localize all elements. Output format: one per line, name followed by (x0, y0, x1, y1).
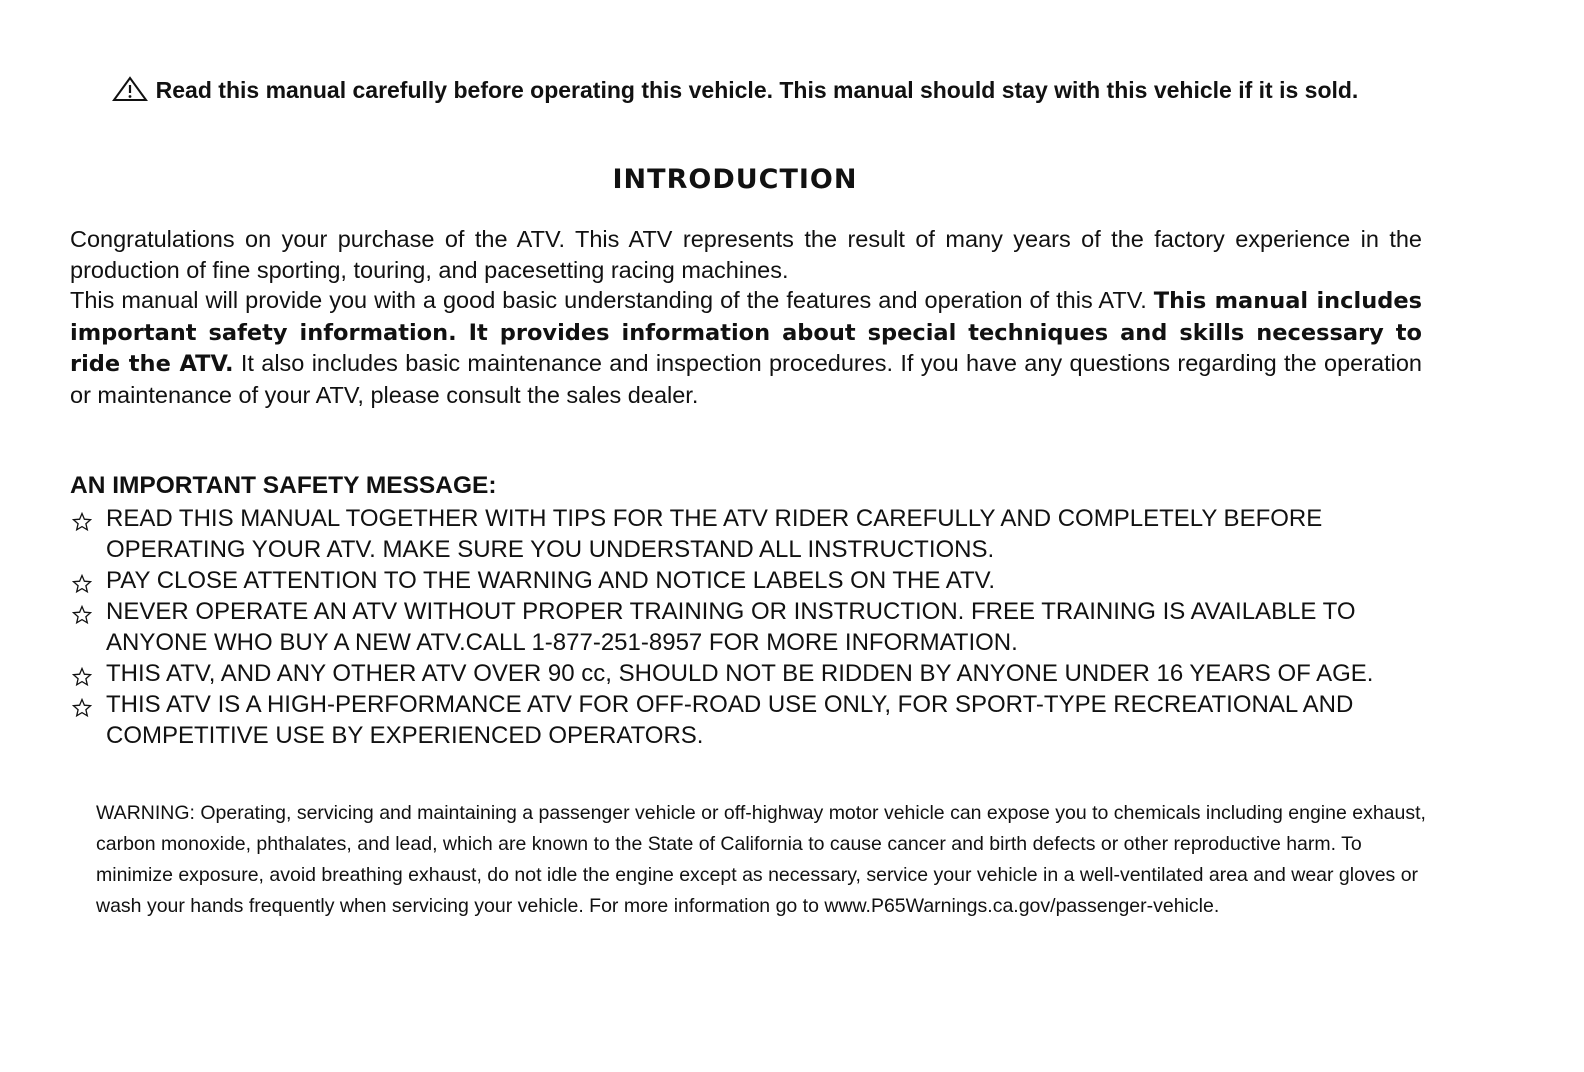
list-item (72, 596, 1432, 658)
safety-item-text: READ THIS MANUAL TOGETHER WITH TIPS FOR THE ATV RIDER CAREFULLY AND COMPLETELY BEFORE OPERATING YOUR ATV. MAKE SURE YOU UNDERSTAND ALL INSTRUCTIONS. (106, 505, 1323, 563)
introduction-text: This manual will provide you with a good basic understanding of the features and operation of this ATV. (70, 287, 1147, 313)
star-outline-icon (72, 509, 92, 540)
list-item (72, 658, 1432, 689)
list-item (72, 689, 1432, 751)
warning-triangle-icon (112, 76, 148, 109)
introduction-safety-emphasis: This manual includes important safety information. It provides information about special techniques and skills necessary to ride the ATV. (70, 288, 1422, 377)
introduction-paragraph: Congratulations on your purchase of the ATV. This ATV represents the result of many years of the factory experience in the production of fine sporting, touring, and pacesetting racing machines. (70, 226, 1422, 283)
owner-notice (100, 76, 1370, 109)
prop65-warning-text: WARNING: Operating, servicing and maintaining a passenger vehicle or off-highway motor vehicle can expose you to chemicals including engine exhaust, carbon monoxide, phthalates, and lead, which are known to the State of California to cause cancer and birth defects or other reproductive harm. To minimize exposure, avoid breathing exhaust, do not idle the engine except as necessary, service your vehicle in a well-ventilated area and wear gloves or wash your hands frequently when servicing your vehicle. For more information go to www.P65Warnings.ca.gov/passenger-vehicle. (96, 802, 1426, 917)
safety-item-text: PAY CLOSE ATTENTION TO THE WARNING AND NOTICE LABELS ON THE ATV. (106, 567, 996, 594)
safety-message-heading: AN IMPORTANT SAFETY MESSAGE: (70, 472, 497, 499)
star-outline-icon (72, 602, 92, 633)
list-item (72, 503, 1432, 565)
star-outline-icon (72, 695, 92, 726)
safety-item-text: THIS ATV, AND ANY OTHER ATV OVER 90 cc, SHOULD NOT BE RIDDEN BY ANYONE UNDER 16 YEARS OF AGE. (106, 660, 1374, 687)
safety-item-text: THIS ATV IS A HIGH-PERFORMANCE ATV FOR OFF-ROAD USE ONLY, FOR SPORT-TYPE RECREATIONAL AND COMPETITIVE USE BY EXPERIENCED OPERATORS. (106, 691, 1354, 749)
introduction-title: INTRODUCTION (612, 164, 858, 195)
introduction-text: It also includes basic maintenance and inspection procedures. If you have any questions regarding the operation or maintenance of your ATV, please consult the sales dealer. (70, 350, 1423, 408)
owner-notice-text: Read this manual carefully before operating this vehicle. This manual should stay with this vehicle if it is sold. (155, 77, 1359, 103)
introduction-paragraph (70, 285, 1422, 410)
introduction-body (70, 224, 1422, 410)
safety-item-text: NEVER OPERATE AN ATV WITHOUT PROPER TRAINING OR INSTRUCTION. FREE TRAINING IS AVAILABLE TO ANYONE WHO BUY A NEW ATV.CALL 1-877-251-8957 FOR MORE INFORMATION. (106, 598, 1356, 656)
prop65-warning (96, 798, 1441, 922)
list-item (72, 565, 1432, 596)
safety-message-list (72, 503, 1432, 751)
